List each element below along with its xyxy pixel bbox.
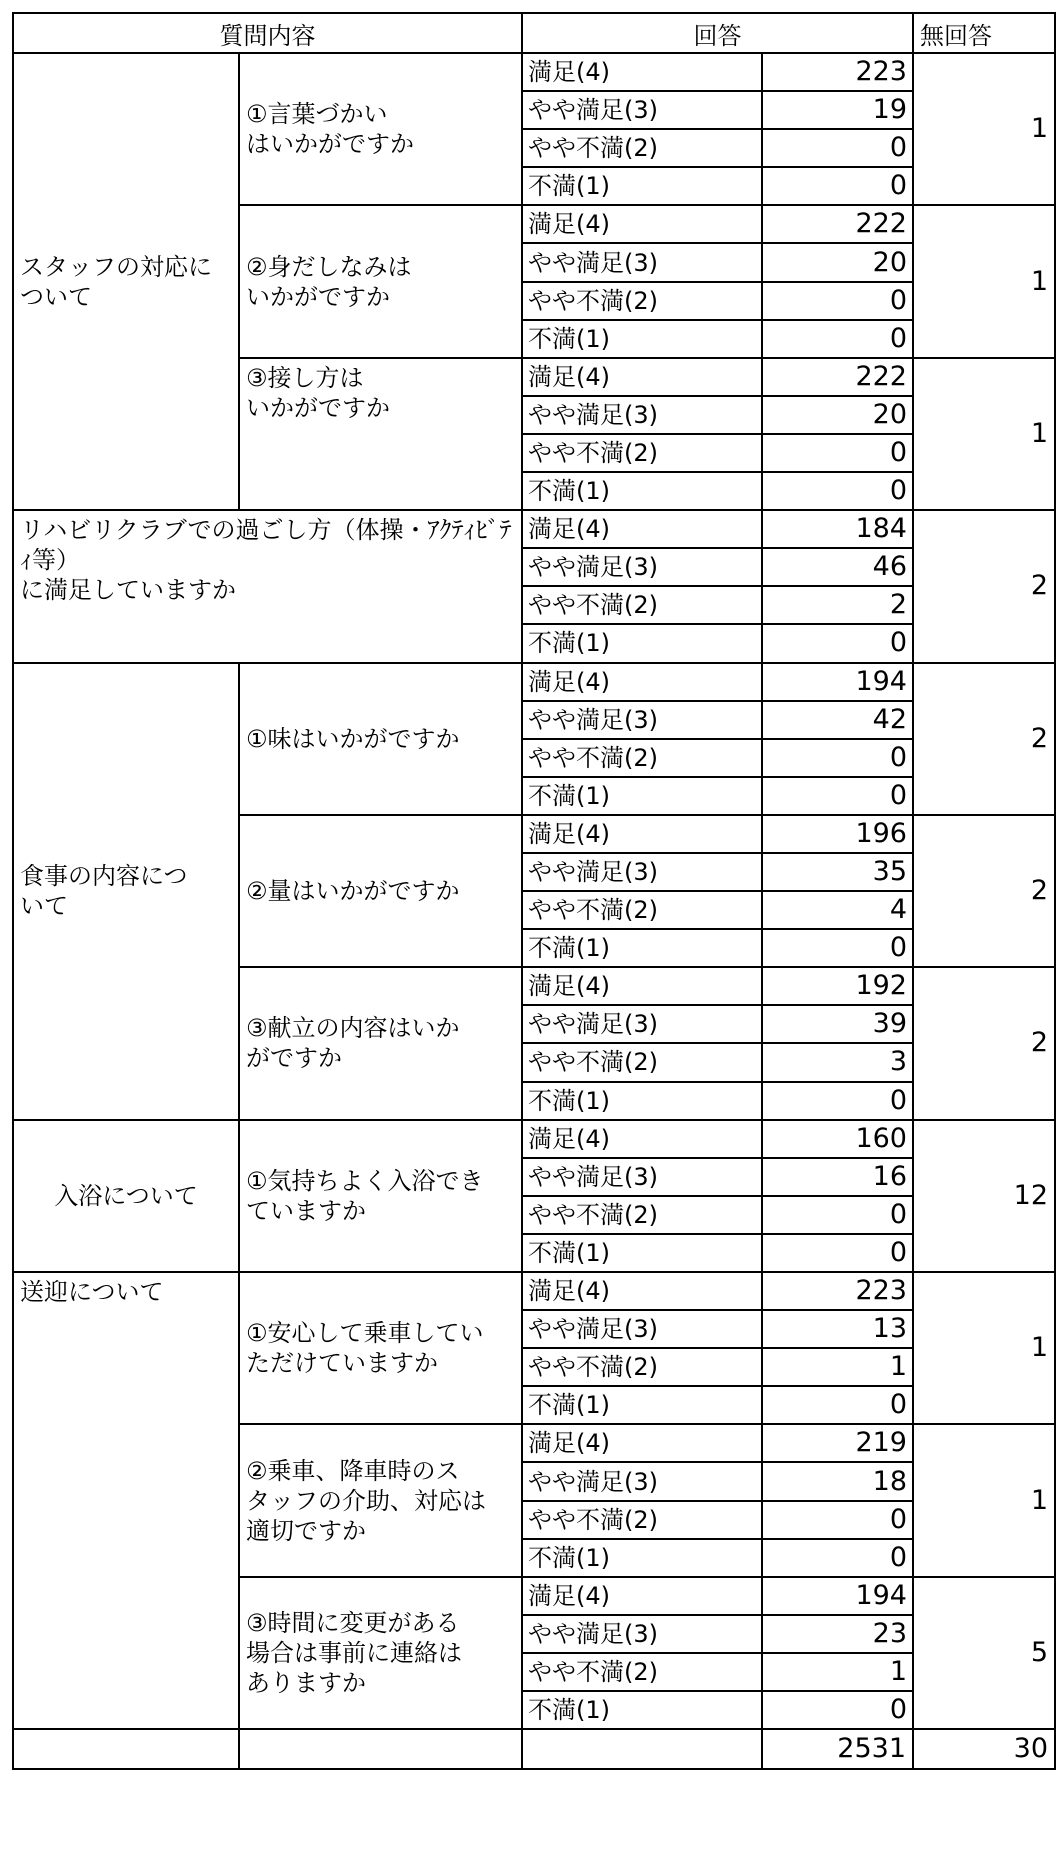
answer-count: 18	[762, 1462, 913, 1500]
answer-level: やや満足(3)	[522, 1158, 762, 1196]
no-answer-count: 2	[913, 967, 1055, 1119]
question-cell: ②量はいかがですか	[239, 815, 522, 967]
answer-count: 0	[762, 739, 913, 777]
no-answer-count: 2	[913, 815, 1055, 967]
answer-count: 1	[762, 1348, 913, 1386]
answer-level: やや不満(2)	[522, 129, 762, 167]
answer-count: 0	[762, 1196, 913, 1234]
survey-body	[13, 53, 1055, 1769]
answer-count: 0	[762, 129, 913, 167]
answer-level: 満足(4)	[522, 967, 762, 1005]
answer-count: 196	[762, 815, 913, 853]
question-cell: ③時間に変更がある 場合は事前に連絡は ありますか	[239, 1577, 522, 1729]
no-answer-count: 1	[913, 1424, 1055, 1576]
no-answer-count: 12	[913, 1120, 1055, 1272]
answer-level: 満足(4)	[522, 53, 762, 91]
answer-count: 184	[762, 510, 913, 548]
answer-level: 不満(1)	[522, 320, 762, 358]
answer-count: 46	[762, 548, 913, 586]
header-question: 質問内容	[13, 13, 522, 53]
answer-level: 不満(1)	[522, 472, 762, 510]
question-cell: ①味はいかがですか	[239, 663, 522, 815]
answer-level: 不満(1)	[522, 1539, 762, 1577]
answer-level: 不満(1)	[522, 167, 762, 205]
answer-level: やや満足(3)	[522, 243, 762, 281]
answer-level: やや満足(3)	[522, 91, 762, 129]
question-cell: ①言葉づかい はいかがですか	[239, 53, 522, 205]
answer-row	[13, 663, 1055, 701]
answer-level: 不満(1)	[522, 929, 762, 967]
answer-level: やや不満(2)	[522, 1043, 762, 1081]
no-answer-count: 5	[913, 1577, 1055, 1729]
category-cell: スタッフの対応に ついて	[13, 53, 239, 510]
answer-count: 194	[762, 1577, 913, 1615]
total-empty-cell	[239, 1729, 522, 1769]
answer-count: 0	[762, 777, 913, 815]
answer-level: 不満(1)	[522, 1234, 762, 1272]
answer-count: 0	[762, 1386, 913, 1424]
answer-level: 満足(4)	[522, 510, 762, 548]
question-cell: ③献立の内容はいか がですか	[239, 967, 522, 1119]
header-row	[13, 13, 1055, 53]
no-answer-count: 1	[913, 53, 1055, 205]
answer-row	[13, 53, 1055, 91]
total-answers: 2531	[762, 1729, 913, 1769]
answer-count: 0	[762, 1082, 913, 1120]
answer-level: 満足(4)	[522, 663, 762, 701]
answer-count: 0	[762, 434, 913, 472]
answer-count: 16	[762, 1158, 913, 1196]
answer-level: やや不満(2)	[522, 1348, 762, 1386]
answer-level: 満足(4)	[522, 1577, 762, 1615]
answer-level: 満足(4)	[522, 358, 762, 396]
no-answer-count: 1	[913, 1272, 1055, 1424]
answer-count: 194	[762, 663, 913, 701]
survey-results-table	[12, 12, 1056, 1770]
answer-level: やや満足(3)	[522, 701, 762, 739]
header-answer: 回答	[522, 13, 913, 53]
answer-count: 42	[762, 701, 913, 739]
answer-count: 219	[762, 1424, 913, 1462]
answer-level: 不満(1)	[522, 1386, 762, 1424]
answer-level: やや不満(2)	[522, 1501, 762, 1539]
answer-level: やや不満(2)	[522, 434, 762, 472]
category-cell: 送迎について	[13, 1272, 239, 1729]
answer-level: 満足(4)	[522, 1424, 762, 1462]
answer-level: 満足(4)	[522, 1272, 762, 1310]
answer-count: 20	[762, 396, 913, 434]
answer-count: 223	[762, 53, 913, 91]
answer-count: 19	[762, 91, 913, 129]
answer-row	[13, 510, 1055, 548]
answer-level: 不満(1)	[522, 624, 762, 662]
answer-count: 0	[762, 282, 913, 320]
answer-count: 0	[762, 624, 913, 662]
answer-level: やや不満(2)	[522, 282, 762, 320]
answer-level: やや満足(3)	[522, 853, 762, 891]
header-no-answer: 無回答	[913, 13, 1055, 53]
category-cell: 食事の内容につ いて	[13, 663, 239, 1120]
question-cell: ①気持ちよく入浴でき ていますか	[239, 1120, 522, 1272]
answer-level: やや満足(3)	[522, 1310, 762, 1348]
answer-count: 222	[762, 205, 913, 243]
question-cell: ②乗車、降車時のス タッフの介助、対応は 適切ですか	[239, 1424, 522, 1576]
total-empty-cell	[13, 1729, 239, 1769]
answer-row	[13, 1272, 1055, 1310]
answer-count: 2	[762, 586, 913, 624]
answer-count: 1	[762, 1653, 913, 1691]
answer-level: やや満足(3)	[522, 1005, 762, 1043]
question-cell: ②身だしなみは いかがですか	[239, 205, 522, 357]
answer-count: 0	[762, 472, 913, 510]
answer-count: 20	[762, 243, 913, 281]
no-answer-count: 2	[913, 663, 1055, 815]
category-cell: 入浴について	[13, 1120, 239, 1272]
answer-level: 満足(4)	[522, 815, 762, 853]
answer-level: やや満足(3)	[522, 1615, 762, 1653]
answer-level: 満足(4)	[522, 205, 762, 243]
answer-level: 不満(1)	[522, 1691, 762, 1729]
answer-level: やや満足(3)	[522, 396, 762, 434]
question-cell: ①安心して乗車してい ただけていますか	[239, 1272, 522, 1424]
answer-count: 0	[762, 167, 913, 205]
answer-count: 0	[762, 929, 913, 967]
answer-count: 39	[762, 1005, 913, 1043]
answer-level: やや不満(2)	[522, 1196, 762, 1234]
total-empty-cell	[522, 1729, 762, 1769]
answer-level: やや満足(3)	[522, 1462, 762, 1500]
answer-level: やや満足(3)	[522, 548, 762, 586]
answer-level: 不満(1)	[522, 1082, 762, 1120]
answer-count: 23	[762, 1615, 913, 1653]
question-cell: ③接し方は いかがですか	[239, 358, 522, 510]
category-cell: リハビリクラブでの過ごし方（体操・ｱｸﾃｨﾋﾞﾃｨ等） に満足していますか	[13, 510, 522, 662]
answer-count: 4	[762, 891, 913, 929]
answer-count: 222	[762, 358, 913, 396]
answer-row	[13, 1120, 1055, 1158]
answer-count: 3	[762, 1043, 913, 1081]
answer-count: 223	[762, 1272, 913, 1310]
answer-count: 13	[762, 1310, 913, 1348]
answer-level: やや不満(2)	[522, 1653, 762, 1691]
answer-count: 0	[762, 1501, 913, 1539]
survey-table-container	[12, 12, 1056, 1770]
answer-level: やや不満(2)	[522, 891, 762, 929]
no-answer-count: 2	[913, 510, 1055, 662]
answer-level: やや不満(2)	[522, 586, 762, 624]
total-no-answer: 30	[913, 1729, 1055, 1769]
answer-count: 192	[762, 967, 913, 1005]
answer-level: 不満(1)	[522, 777, 762, 815]
answer-count: 0	[762, 1234, 913, 1272]
no-answer-count: 1	[913, 205, 1055, 357]
answer-level: 満足(4)	[522, 1120, 762, 1158]
answer-count: 35	[762, 853, 913, 891]
answer-count: 0	[762, 1691, 913, 1729]
no-answer-count: 1	[913, 358, 1055, 510]
total-row	[13, 1729, 1055, 1769]
answer-count: 0	[762, 320, 913, 358]
answer-count: 160	[762, 1120, 913, 1158]
answer-count: 0	[762, 1539, 913, 1577]
answer-level: やや不満(2)	[522, 739, 762, 777]
